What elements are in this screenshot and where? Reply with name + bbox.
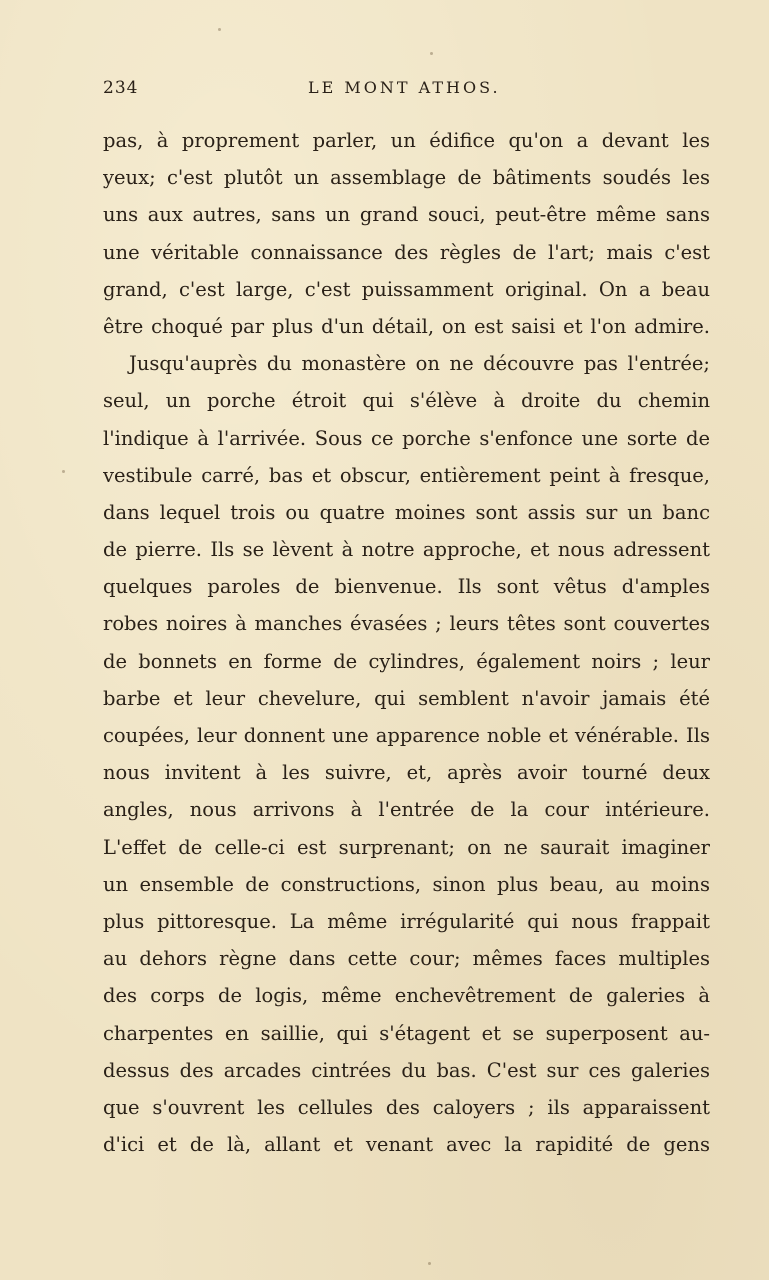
text-line: grand, c'est large, c'est puissamment original. On a beau <box>103 277 710 301</box>
text-line: uns aux autres, sans un grand souci, peut-être même sans <box>103 203 710 227</box>
text-line: au dehors règne dans cette cour; mêmes faces multiples <box>103 947 710 971</box>
body-text <box>103 122 710 1163</box>
text-line: être choqué par plus d'un détail, on est saisi et l'on admire. <box>103 314 710 338</box>
text-line: coupées, leur donnent une apparence noble et vénérable. Ils <box>103 724 710 747</box>
text-line: angles, nous arrivons à l'entrée de la cour intérieure. <box>103 798 710 822</box>
text-line: que s'ouvrent les cellules des caloyers ; ils apparaissent <box>103 1095 710 1119</box>
page-number: 234 <box>103 78 139 98</box>
text-line: des corps de logis, même enchevêtrement de galeries à <box>103 984 710 1008</box>
text-line: quelques paroles de bienvenue. Ils sont vêtus d'amples <box>103 575 710 599</box>
text-line: d'ici et de là, allant et venant avec la rapidité de gens <box>103 1133 710 1157</box>
text-line: barbe et leur chevelure, qui semblent n'avoir jamais été <box>103 686 710 710</box>
text-line: vestibule carré, bas et obscur, entièrement peint à fresque, <box>103 463 710 487</box>
text-line: dessus des arcades cintrées du bas. C'est sur ces galeries <box>103 1058 710 1082</box>
text-line: yeux; c'est plutôt un assemblage de bâtiments soudés les <box>103 166 710 190</box>
text-line: robes noires à manches évasées ; leurs têtes sont couvertes <box>103 612 710 636</box>
text-line: de bonnets en forme de cylindres, également noirs ; leur <box>103 649 710 673</box>
text-line: une véritable connaissance des règles de l'art; mais c'est <box>103 240 710 264</box>
text-line: charpentes en saillie, qui s'étagent et se superposent au- <box>103 1021 710 1045</box>
text-line: Jusqu'auprès du monastère on ne découvre pas l'entrée; <box>129 352 710 376</box>
text-line: un ensemble de constructions, sinon plus beau, au moins <box>103 872 710 896</box>
text-line: L'effet de celle-ci est surprenant; on ne saurait imaginer <box>103 835 710 859</box>
running-head: LE MONT ATHOS. <box>308 78 501 97</box>
text-line: l'indique à l'arrivée. Sous ce porche s'enfonce une sorte de <box>103 426 710 450</box>
text-line: nous invitent à les suivre, et, après avoir tourné deux <box>103 761 710 785</box>
text-line: plus pittoresque. La même irrégularité qui nous frappait <box>103 909 710 933</box>
text-line: dans lequel trois ou quatre moines sont assis sur un banc <box>103 500 710 524</box>
text-line: seul, un porche étroit qui s'élève à droite du chemin <box>103 389 710 413</box>
page-header <box>103 78 710 108</box>
text-line: de pierre. Ils se lèvent à notre approche, et nous adressent <box>103 538 710 562</box>
text-line: pas, à proprement parler, un édifice qu'on a devant les <box>103 129 710 152</box>
